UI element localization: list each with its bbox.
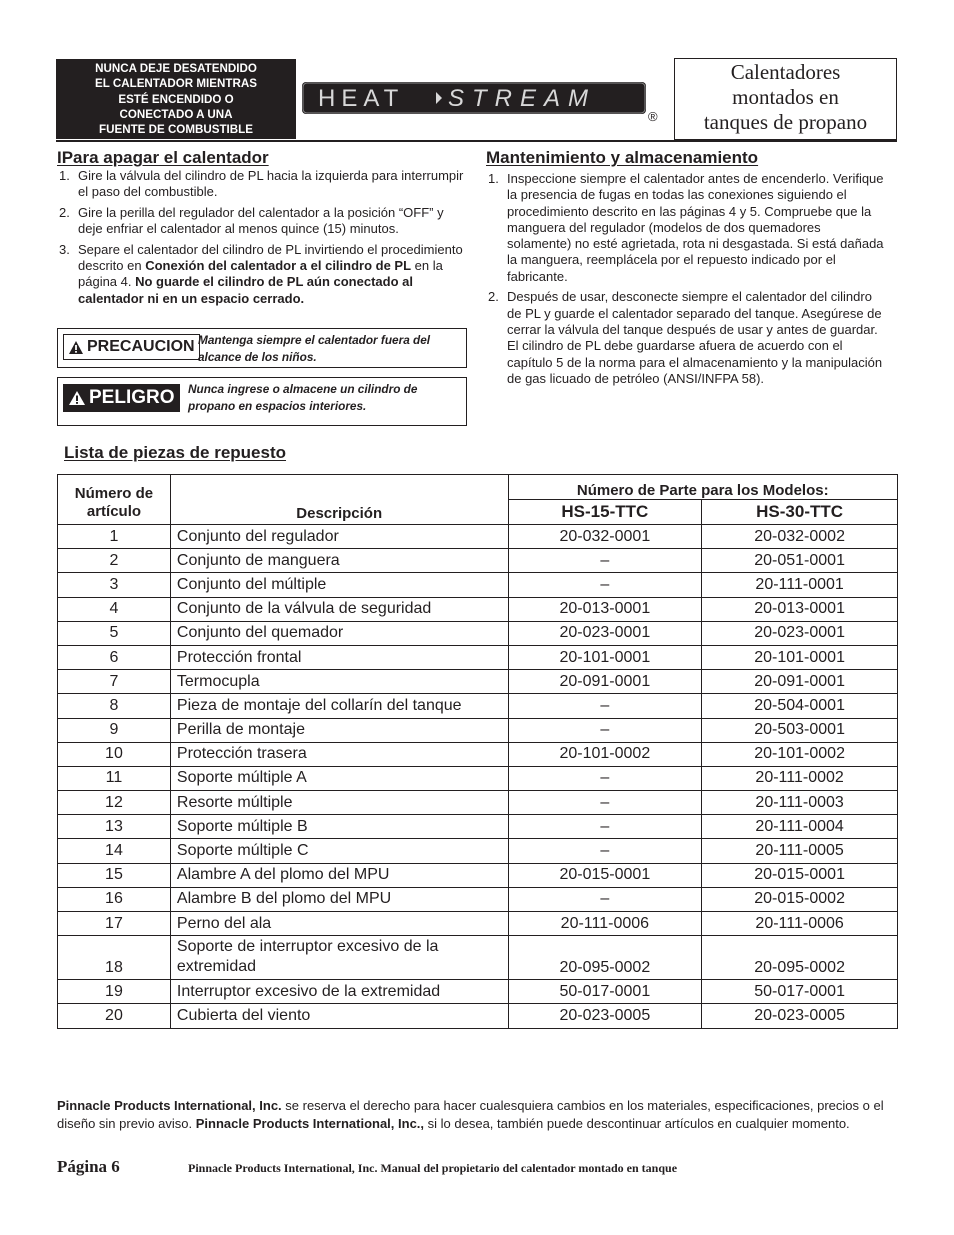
col-group-header: Número de Parte para los Modelos: [508, 475, 898, 500]
model-b-part-cell: 20-015-0002 [702, 887, 898, 911]
maintenance-step [486, 289, 884, 387]
description-cell: Conjunto de la válvula de seguridad [170, 597, 508, 621]
model-a-part-cell: – [508, 573, 702, 597]
model-b-part-cell: 20-023-0001 [702, 621, 898, 645]
description-cell: Interruptor excesivo de la extremidad [170, 980, 508, 1004]
text-run: se reserva el derecho para hacer cualesquiera cambios en los materiales, especificaciones, precios o el diseño sin previo aviso. [57, 1098, 884, 1131]
text-run: en la página 4. [78, 258, 443, 290]
model-a-part-cell: 20-111-0006 [508, 912, 702, 936]
description-cell: Alambre B del plomo del MPU [170, 887, 508, 911]
parts-heading: Lista de piezas de repuesto [64, 443, 287, 462]
table-row [58, 621, 898, 645]
table-row [58, 645, 898, 669]
heatstream-logo [302, 82, 646, 114]
step-text: Después de usar, desconecte siempre el calentador del cilindro de PL y guarde el calentador separado del tanque. Asegúrese de cerrar la válvula del tanque después de usar y antes de guardar. El cilindro de PL debe guardarse afuera de acuerdo con el capítulo 5 de la norma para el almacenamiento y la manipulación de gas licuado de petróleo (ANSI/INFPA 58). [507, 289, 883, 386]
description-cell: Perilla de montaje [170, 718, 508, 742]
model-b-part-cell: 20-013-0001 [702, 597, 898, 621]
text-run: Separe el calentador del cilindro de PL invirtiendo el procedimiento descrito en [78, 241, 463, 274]
table-row [58, 912, 898, 936]
bold-text: Pinnacle Products International, Inc., [195, 1115, 425, 1131]
model-b-part-cell: 20-111-0006 [702, 912, 898, 936]
item-number-cell: 17 [58, 912, 171, 936]
table-row [58, 670, 898, 694]
model-b-part-cell: 20-091-0001 [702, 670, 898, 694]
bold-text: Pinnacle Products International, Inc. [57, 1098, 282, 1113]
maintenance-steps [486, 171, 884, 391]
description-cell: Soporte de interruptor excesivo de la extremidad [170, 936, 508, 980]
warning-triangle-icon [68, 340, 84, 355]
table-row [58, 766, 898, 790]
model-a-part-cell: – [508, 791, 702, 815]
logo-arrow-icon [436, 92, 442, 104]
text-run: Gire la válvula del cilindro de PL hacia la izquierda para interrumpir el paso del combustible. [78, 168, 464, 200]
table-row [58, 718, 898, 742]
warning-line: ESTÉ ENCENDIDO O [118, 92, 234, 106]
model-b-part-cell: 20-032-0002 [702, 525, 898, 549]
step-number: 3. [59, 241, 70, 257]
model-b-part-cell: 20-111-0002 [702, 766, 898, 790]
model-a-part-cell: 20-101-0002 [508, 742, 702, 766]
parts-table-body [58, 525, 898, 1029]
shutdown-heading: IPara apagar el calentador [57, 148, 269, 167]
table-row [58, 525, 898, 549]
warning-box [56, 59, 296, 139]
model-a-part-cell: 20-023-0001 [508, 621, 702, 645]
model-b-part-cell: 20-095-0002 [702, 936, 898, 980]
item-number-cell: 18 [58, 936, 171, 980]
step-number: 2. [488, 289, 499, 305]
item-number-cell: 5 [58, 621, 171, 645]
caution-box [57, 328, 467, 368]
item-number-cell: 4 [58, 597, 171, 621]
model-a-part-cell: 50-017-0001 [508, 980, 702, 1004]
document-title [674, 58, 897, 140]
step-number: 1. [59, 168, 70, 183]
model-b-part-cell: 20-111-0004 [702, 815, 898, 839]
model-a-part-cell: 20-015-0001 [508, 863, 702, 887]
description-cell: Soporte múltiple A [170, 766, 508, 790]
col-desc-header: Descripción [170, 475, 508, 525]
page-number: Página 6 [57, 1157, 120, 1176]
step-number: 1. [488, 171, 499, 186]
item-number-cell: 16 [58, 887, 171, 911]
description-cell: Soporte múltiple C [170, 839, 508, 863]
model-b-part-cell: 20-101-0002 [702, 742, 898, 766]
model-b-header: HS-30-TTC [702, 500, 898, 525]
table-row [58, 936, 898, 980]
warning-line: EL CALENTADOR MIENTRAS [95, 77, 257, 91]
parts-table [57, 474, 898, 1029]
table-row [58, 573, 898, 597]
caution-label: PRECAUCION [87, 338, 195, 355]
model-a-part-cell: – [508, 694, 702, 718]
danger-label: PELIGRO [89, 387, 175, 408]
header-divider [56, 140, 897, 142]
description-cell: Soporte múltiple B [170, 815, 508, 839]
logo-text-left: HEAT [318, 85, 405, 112]
model-b-part-cell: 20-111-0003 [702, 791, 898, 815]
item-number-cell: 20 [58, 1004, 171, 1028]
item-number-cell: 15 [58, 863, 171, 887]
description-cell: Conjunto del regulador [170, 525, 508, 549]
bold-text: No guarde el cilindro de PL aún conectado al calentador ni en un espacio cerrado. [78, 274, 413, 306]
danger-message: Nunca ingrese o almacene un cilindro de propano en espacios interiores. [188, 382, 418, 413]
item-number-cell: 10 [58, 742, 171, 766]
table-row [58, 549, 898, 573]
registered-mark: ® [648, 109, 658, 124]
model-a-part-cell: 20-091-0001 [508, 670, 702, 694]
description-cell: Termocupla [170, 670, 508, 694]
title-line: Calentadores [730, 60, 841, 84]
table-row [58, 597, 898, 621]
model-a-part-cell: 20-032-0001 [508, 525, 702, 549]
item-number-cell: 7 [58, 670, 171, 694]
manual-title: Pinnacle Products International, Inc. Manual del propietario del calentador montado en tanque [188, 1161, 678, 1175]
item-number-cell: 12 [58, 791, 171, 815]
description-cell: Protección trasera [170, 742, 508, 766]
item-number-cell: 6 [58, 645, 171, 669]
table-row [58, 863, 898, 887]
warning-line: CONECTADO A UNA [119, 107, 233, 121]
model-a-part-cell: – [508, 766, 702, 790]
maintenance-heading: Mantenimiento y almacenamiento [486, 148, 759, 167]
model-b-part-cell: 20-051-0001 [702, 549, 898, 573]
model-a-header: HS-15-TTC [508, 500, 702, 525]
item-number-cell: 9 [58, 718, 171, 742]
model-a-part-cell: 20-095-0002 [508, 936, 702, 980]
description-cell: Pieza de montaje del collarín del tanque [170, 694, 508, 718]
description-cell: Cubierta del viento [170, 1004, 508, 1028]
table-row [58, 791, 898, 815]
model-b-part-cell: 20-101-0001 [702, 645, 898, 669]
model-b-part-cell: 20-015-0001 [702, 863, 898, 887]
logo-wordmark [302, 82, 646, 114]
table-row [58, 815, 898, 839]
description-cell: Resorte múltiple [170, 791, 508, 815]
model-a-part-cell: – [508, 549, 702, 573]
description-cell: Perno del ala [170, 912, 508, 936]
model-a-part-cell: – [508, 718, 702, 742]
model-a-part-cell: – [508, 887, 702, 911]
shutdown-step [57, 205, 465, 238]
table-row [58, 887, 898, 911]
danger-box [57, 377, 467, 426]
table-row [58, 839, 898, 863]
item-number-cell: 1 [58, 525, 171, 549]
item-number-cell: 8 [58, 694, 171, 718]
model-b-part-cell: 50-017-0001 [702, 980, 898, 1004]
table-row [58, 1004, 898, 1028]
maintenance-step [486, 171, 884, 285]
item-number-cell: 2 [58, 549, 171, 573]
model-b-part-cell: 20-503-0001 [702, 718, 898, 742]
danger-badge [63, 384, 180, 412]
item-number-cell: 19 [58, 980, 171, 1004]
item-number-cell: 11 [58, 766, 171, 790]
caution-message: Mantenga siempre el calentador fuera del alcance de los niños. [198, 333, 431, 364]
step-number: 2. [59, 204, 70, 220]
logo-text-right: STREAM [448, 85, 597, 112]
caution-badge [63, 334, 200, 360]
item-number-cell: 14 [58, 839, 171, 863]
model-b-part-cell: 20-111-0005 [702, 839, 898, 863]
model-a-part-cell: 20-101-0001 [508, 645, 702, 669]
model-b-part-cell: 20-023-0005 [702, 1004, 898, 1028]
description-cell: Conjunto de manguera [170, 549, 508, 573]
item-number-cell: 3 [58, 573, 171, 597]
text-run: Gire la perilla del regulador del calentador a la posición “OFF” y deje enfriar el calentador al menos quince (15) minutos. [78, 204, 444, 237]
table-row [58, 694, 898, 718]
item-number-cell: 13 [58, 815, 171, 839]
shutdown-step [57, 168, 465, 201]
description-cell: Alambre A del plomo del MPU [170, 863, 508, 887]
warning-line: FUENTE DE COMBUSTIBLE [99, 123, 253, 137]
shutdown-steps [57, 168, 465, 311]
model-a-part-cell: 20-013-0001 [508, 597, 702, 621]
model-a-part-cell: 20-023-0005 [508, 1004, 702, 1028]
description-cell: Protección frontal [170, 645, 508, 669]
bold-text: Conexión del calentador a el cilindro de PL [145, 258, 412, 274]
shutdown-step [57, 242, 465, 307]
description-cell: Conjunto del múltiple [170, 573, 508, 597]
table-row [58, 742, 898, 766]
warning-line: NUNCA DEJE DESATENDIDO [95, 62, 257, 75]
table-row [58, 980, 898, 1004]
step-text: Inspeccione siempre el calentador antes de encenderlo. Verifique la presencia de fugas en todas las conexiones siguiendo el procedimiento descrito en las páginas 4 y 5. Compruebe que la manguera del regulador (modelos de dos quemadores solamente) no esté agrietada, rota ni desgastada. Si está dañada la manguera, reemplácela por el repuesto indicado por el fabricante. [507, 171, 884, 284]
model-b-part-cell: 20-111-0001 [702, 573, 898, 597]
model-b-part-cell: 20-504-0001 [702, 694, 898, 718]
text-run: si lo desea, también puede descontinuar artículos en cualquier momento. [424, 1115, 850, 1131]
title-line: tanques de propano [703, 110, 868, 134]
model-a-part-cell: – [508, 839, 702, 863]
warning-triangle-icon [68, 390, 86, 406]
footer-note [57, 1097, 897, 1132]
description-cell: Conjunto del quemador [170, 621, 508, 645]
col-item-header: Número de artículo [58, 475, 171, 525]
model-a-part-cell: – [508, 815, 702, 839]
title-line: montados en [732, 85, 839, 109]
